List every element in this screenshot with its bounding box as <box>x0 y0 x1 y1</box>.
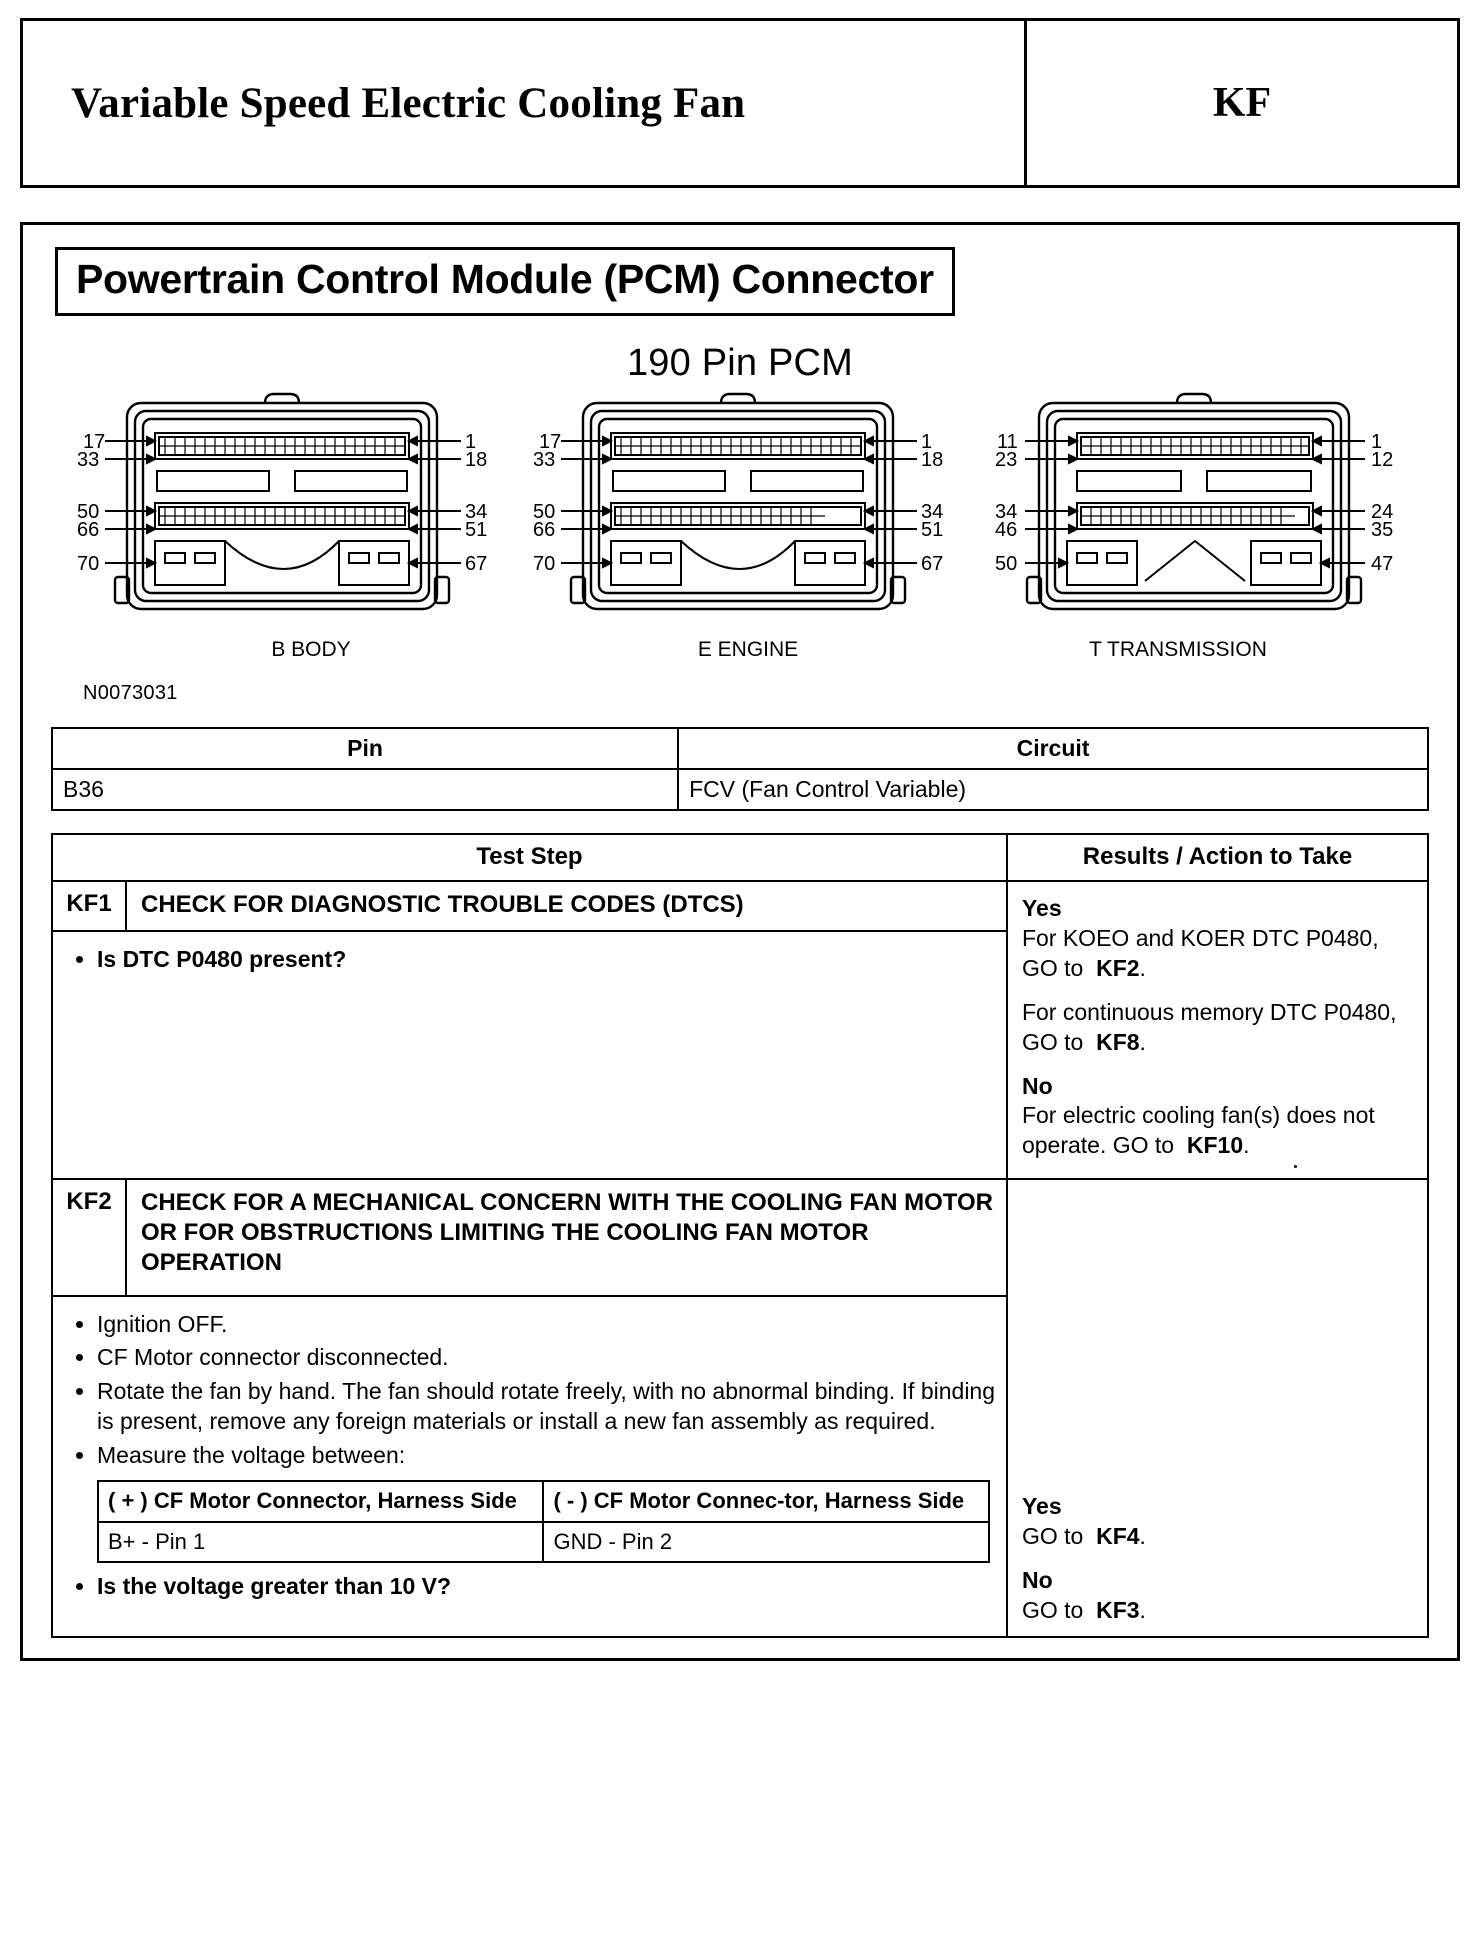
connector-e-left-label-0: 17 <box>539 431 562 454</box>
connector-t-name: TRANSMISSION <box>1107 638 1267 662</box>
connector-e-letter: E <box>697 638 712 662</box>
voltage-measure-table <box>97 1480 990 1563</box>
results-kf2 <box>1007 1179 1428 1637</box>
connector-b-letter: B <box>271 638 286 662</box>
connector-e-right-label-3: 51 <box>921 519 944 542</box>
pin-count-label: 190 Pin PCM <box>626 342 854 385</box>
pin-column-header: Pin <box>52 728 678 769</box>
step-code-kf2: KF2 <box>52 1179 126 1296</box>
step-bullets-kf1 <box>53 944 1006 974</box>
results-column-header: Results / Action to Take <box>1007 834 1428 881</box>
connector-t-right-label-1: 12 <box>1371 449 1394 472</box>
connector-e-caption <box>598 637 898 663</box>
step-body-kf2 <box>52 1296 1007 1637</box>
connector-e-right-label-4: 67 <box>921 553 944 576</box>
measure-header-positive: ( + ) CF Motor Connector, Harness Side <box>98 1481 543 1522</box>
table-row <box>52 881 1428 931</box>
step-body-kf1 <box>52 931 1007 1179</box>
list-item: • Is the voltage greater than 10 V? <box>97 1571 1006 1601</box>
results-no-line-0: For electric cooling fan(s) does not operate. GO to KF10. <box>1021 1102 1375 1159</box>
results-kf1-no <box>1022 1072 1413 1162</box>
results-no-label: No <box>1021 1566 1053 1593</box>
connector-b-left-label-3: 66 <box>77 519 100 542</box>
connector-b-left-label-2: 50 <box>77 501 100 524</box>
connector-b-right-label-4: 67 <box>465 553 488 576</box>
list-item: • CF Motor connector disconnected. <box>97 1342 1006 1372</box>
connector-e-left-label-1: 33 <box>533 449 556 472</box>
connector-t-letter: T <box>1089 638 1102 662</box>
connector-t-right-label-0: 1 <box>1371 431 1383 454</box>
step-code-kf1: KF1 <box>52 881 126 931</box>
connector-t-caption <box>1028 637 1328 663</box>
measure-value-positive: B+ - Pin 1 <box>98 1522 543 1562</box>
connector-e-right-label-0: 1 <box>921 431 933 454</box>
results-yes-line-0: For KOEO and KOER DTC P0480, GO to KF2. <box>1021 924 1379 981</box>
connector-e-drawing <box>525 391 955 636</box>
connector-e-right-label-2: 34 <box>921 501 944 524</box>
measure-header-negative: ( - ) CF Motor Connec-tor, Harness Side <box>543 1481 988 1522</box>
test-step-table <box>51 833 1429 1638</box>
step-title-kf2: CHECK FOR A MECHANICAL CONCERN WITH THE COOLING FAN MOTOR OR FOR OBSTRUCTIONS LIMITING THE COOLING FAN MOTOR OPERATION <box>126 1179 1007 1296</box>
section-code: KF <box>1024 21 1457 185</box>
connector-e-right-label-1: 18 <box>921 449 944 472</box>
measure-value-negative: GND - Pin 2 <box>543 1522 988 1562</box>
results-yes-label: Yes <box>1021 1493 1062 1520</box>
circuit-value: FCV (Fan Control Variable) <box>678 769 1428 810</box>
results-kf1 <box>1007 881 1428 1179</box>
connector-e-left-label-4: 70 <box>533 553 556 576</box>
list-item: • Ignition OFF. <box>97 1309 1006 1339</box>
results-kf2-no <box>1022 1566 1413 1626</box>
list-item: • Measure the voltage between: <box>97 1440 1006 1470</box>
pcm-connector-title-box <box>55 247 955 316</box>
connector-t <box>981 391 1411 641</box>
step-final-bullet-kf2 <box>53 1571 1006 1601</box>
results-kf2-yes <box>1022 1492 1413 1552</box>
connector-b-caption <box>161 637 461 663</box>
results-no-label: No <box>1021 1072 1053 1099</box>
pin-circuit-table <box>51 727 1429 811</box>
pin-value: B36 <box>52 769 678 810</box>
connector-e <box>525 391 955 641</box>
table-row <box>98 1522 989 1562</box>
figure-id: N0073031 <box>83 682 178 705</box>
connector-t-left-label-4: 50 <box>995 553 1018 576</box>
scan-speck <box>1294 1165 1297 1168</box>
list-item: • Is DTC P0480 present? <box>97 944 1006 974</box>
connector-diagram-group <box>51 391 1429 641</box>
connector-b-name: BODY <box>291 638 351 662</box>
pin-table-header-row <box>52 728 1428 769</box>
test-table-header-row <box>52 834 1428 881</box>
results-yes-line-0: GO to KF4. <box>1021 1522 1146 1549</box>
content-frame <box>20 222 1460 1661</box>
connector-captions <box>51 638 1429 705</box>
test-step-column-header: Test Step <box>52 834 1007 881</box>
list-item: • Rotate the fan by hand. The fan should rotate freely, with no abnormal binding. If binding is present, remove any foreign materials or install a new fan assembly as required. <box>97 1376 1006 1437</box>
table-row <box>52 769 1428 810</box>
step-bullets-kf2 <box>53 1309 1006 1470</box>
connector-b-right-label-2: 34 <box>465 501 488 524</box>
connector-e-name: ENGINE <box>717 638 799 662</box>
pcm-connector-title: Powertrain Control Module (PCM) Connector <box>76 256 934 302</box>
connector-b-drawing <box>69 391 499 636</box>
results-yes-label: Yes <box>1021 895 1062 922</box>
circuit-column-header: Circuit <box>678 728 1428 769</box>
results-kf1-yes <box>1022 894 1413 984</box>
connector-b <box>69 391 499 641</box>
page-title: Variable Speed Electric Cooling Fan <box>71 79 746 127</box>
connector-e-left-label-3: 66 <box>533 519 556 542</box>
results-no-line-0: GO to KF3. <box>1021 1596 1146 1623</box>
connector-t-right-label-4: 47 <box>1371 553 1394 576</box>
connector-t-left-label-0: 11 <box>997 431 1018 454</box>
connector-b-left-label-0: 17 <box>83 431 106 454</box>
results-kf1-yes-2: For continuous memory DTC P0480, GO to KF8. <box>1021 998 1397 1055</box>
connector-t-right-label-2: 24 <box>1371 501 1394 524</box>
connector-b-right-label-0: 1 <box>465 431 477 454</box>
connector-t-left-label-2: 34 <box>995 501 1018 524</box>
table-row <box>98 1481 989 1522</box>
connector-t-left-label-1: 23 <box>995 449 1018 472</box>
connector-b-left-label-4: 70 <box>77 553 100 576</box>
connector-e-left-label-2: 50 <box>533 501 556 524</box>
connector-b-right-label-3: 51 <box>465 519 488 542</box>
connector-b-left-label-1: 33 <box>77 449 100 472</box>
step-title-kf1: CHECK FOR DIAGNOSTIC TROUBLE CODES (DTCS) <box>126 881 1007 931</box>
connector-t-drawing <box>981 391 1411 636</box>
connector-t-right-label-3: 35 <box>1371 519 1394 542</box>
connector-t-left-label-3: 46 <box>995 519 1018 542</box>
table-row <box>52 1179 1428 1296</box>
connector-b-right-label-1: 18 <box>465 449 488 472</box>
page-header <box>20 18 1460 188</box>
